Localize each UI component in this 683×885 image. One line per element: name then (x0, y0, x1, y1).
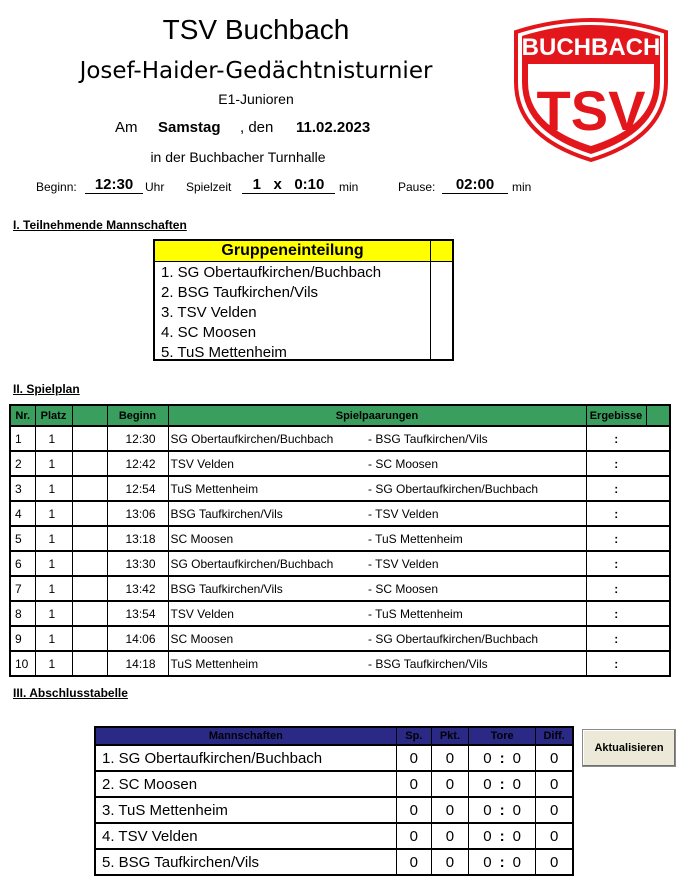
goals-for: 0 (469, 823, 494, 849)
standings-team: 4. TSV Velden (95, 823, 396, 849)
header-results: Ergebisse (586, 405, 646, 426)
logo-letters: TSV (536, 79, 646, 142)
group-team: 2. BSG Taufkirchen/Vils (161, 284, 319, 301)
header-team: Mannschaften (95, 727, 396, 745)
home-team: TuS Mettenheim (168, 651, 362, 676)
schedule-row (10, 526, 670, 551)
schedule-row (10, 476, 670, 501)
away-team: - TuS Mettenheim (362, 601, 586, 626)
standings-row (95, 849, 573, 875)
goals-separator: : (494, 823, 511, 849)
home-team: SC Moosen (168, 626, 362, 651)
empty-cell (646, 601, 670, 626)
match-time: 13:30 (107, 551, 168, 576)
schedule-row (10, 626, 670, 651)
match-number: 4 (10, 501, 35, 526)
match-number: 5 (10, 526, 35, 551)
field-number: 1 (35, 526, 72, 551)
match-time: 13:42 (107, 576, 168, 601)
schedule-row (10, 601, 670, 626)
games-played: 0 (396, 797, 431, 823)
match-time: 14:18 (107, 651, 168, 676)
playtime-count: 1 (252, 176, 261, 193)
tournament-name: Josef-Haider-Gedächtnisturnier (79, 58, 433, 84)
home-team: TuS Mettenheim (168, 476, 362, 501)
field-number: 1 (35, 476, 72, 501)
standings-table (94, 726, 574, 876)
empty-cell (72, 601, 107, 626)
start-unit: Uhr (145, 180, 165, 194)
games-played: 0 (396, 771, 431, 797)
away-team: - TSV Velden (362, 501, 586, 526)
goals-against: 0 (511, 849, 536, 875)
games-played: 0 (396, 849, 431, 875)
match-score: : (586, 476, 646, 501)
away-team: - SC Moosen (362, 576, 586, 601)
goals-separator: : (494, 849, 511, 875)
goals-separator: : (494, 797, 511, 823)
goals-for: 0 (469, 849, 494, 875)
schedule-row (10, 451, 670, 476)
match-time: 13:18 (107, 526, 168, 551)
match-number: 1 (10, 426, 35, 451)
date-separator: , den (240, 119, 274, 136)
match-score: : (586, 576, 646, 601)
goals-against: 0 (511, 797, 536, 823)
points: 0 (431, 745, 468, 771)
points: 0 (431, 823, 468, 849)
empty-cell (646, 651, 670, 676)
standings-team: 1. SG Obertaufkirchen/Buchbach (95, 745, 396, 771)
group-team: 4. SC Moosen (161, 324, 257, 341)
goal-difference: 0 (536, 745, 573, 771)
home-team: SG Obertaufkirchen/Buchbach (168, 426, 362, 451)
points: 0 (431, 849, 468, 875)
venue: in der Buchbacher Turnhalle (150, 149, 326, 165)
group-team: 3. TSV Velden (161, 304, 257, 321)
match-number: 7 (10, 576, 35, 601)
match-time: 12:42 (107, 451, 168, 476)
pause-unit: min (512, 180, 532, 194)
empty-cell (72, 426, 107, 451)
schedule-row (10, 551, 670, 576)
goals-for: 0 (469, 797, 494, 823)
empty-cell (72, 576, 107, 601)
group-heading: Gruppeneinteilung (155, 241, 431, 262)
tsv-buchbach-logo (508, 12, 674, 164)
field-number: 1 (35, 626, 72, 651)
schedule-row (10, 576, 670, 601)
match-score: : (586, 601, 646, 626)
standings-row (95, 823, 573, 849)
schedule-row (10, 501, 670, 526)
section-standings: III. Abschlusstabelle (13, 686, 128, 700)
header-nr: Nr. (10, 405, 35, 426)
goals-against: 0 (511, 771, 536, 797)
away-team: - SG Obertaufkirchen/Buchbach (362, 626, 586, 651)
header-platz: Platz (35, 405, 72, 426)
standings-row (95, 745, 573, 771)
match-number: 2 (10, 451, 35, 476)
goals-against: 0 (511, 745, 536, 771)
match-number: 9 (10, 626, 35, 651)
field-number: 1 (35, 576, 72, 601)
tournament-date: 11.02.2023 (296, 119, 371, 136)
empty-cell (646, 426, 670, 451)
match-time: 12:30 (107, 426, 168, 451)
goals-separator: : (494, 745, 511, 771)
page-title: TSV Buchbach (162, 14, 350, 45)
goals-against: 0 (511, 823, 536, 849)
group-table (153, 239, 454, 361)
empty-cell (72, 651, 107, 676)
section-teams: I. Teilnehmende Mannschaften (13, 218, 187, 232)
home-team: BSG Taufkirchen/Vils (168, 501, 362, 526)
away-team: - TuS Mettenheim (362, 526, 586, 551)
games-played: 0 (396, 823, 431, 849)
logo-top-text: BUCHBACH (521, 34, 661, 61)
match-time: 14:06 (107, 626, 168, 651)
match-score: : (586, 426, 646, 451)
goal-difference: 0 (536, 797, 573, 823)
field-number: 1 (35, 551, 72, 576)
away-team: - BSG Taufkirchen/Vils (362, 426, 586, 451)
goal-difference: 0 (536, 849, 573, 875)
match-number: 10 (10, 651, 35, 676)
schedule-table (9, 404, 671, 677)
goal-difference: 0 (536, 823, 573, 849)
header-diff: Diff. (536, 727, 573, 745)
standings-row (95, 797, 573, 823)
away-team: - TSV Velden (362, 551, 586, 576)
empty-cell (646, 501, 670, 526)
match-number: 8 (10, 601, 35, 626)
empty-cell (646, 626, 670, 651)
standings-row (95, 771, 573, 797)
start-label: Beginn: (36, 180, 77, 194)
pause-label: Pause: (398, 180, 436, 194)
empty-cell (72, 526, 107, 551)
home-team: BSG Taufkirchen/Vils (168, 576, 362, 601)
away-team: - SG Obertaufkirchen/Buchbach (362, 476, 586, 501)
field-number: 1 (35, 601, 72, 626)
field-number: 1 (35, 501, 72, 526)
field-number: 1 (35, 451, 72, 476)
away-team: - SC Moosen (362, 451, 586, 476)
points: 0 (431, 797, 468, 823)
standings-team: 3. TuS Mettenheim (95, 797, 396, 823)
pause-time: 02:00 (442, 176, 508, 194)
date-prefix: Am (115, 119, 138, 136)
match-score: : (586, 451, 646, 476)
age-category: E1-Junioren (218, 91, 294, 107)
empty-cell (646, 576, 670, 601)
header-pairing: Spielpaarungen (168, 405, 586, 426)
goals-for: 0 (469, 771, 494, 797)
match-number: 3 (10, 476, 35, 501)
empty-cell (646, 551, 670, 576)
playtime-value: 0:10 (294, 176, 325, 193)
home-team: TSV Velden (168, 451, 362, 476)
match-time: 13:06 (107, 501, 168, 526)
match-score: : (586, 501, 646, 526)
header-sp: Sp. (396, 727, 431, 745)
update-button[interactable]: Aktualisieren (582, 729, 676, 767)
playtime-label: Spielzeit (186, 180, 232, 194)
empty-cell (72, 626, 107, 651)
home-team: TSV Velden (168, 601, 362, 626)
header-tore: Tore (469, 727, 536, 745)
home-team: SG Obertaufkirchen/Buchbach (168, 551, 362, 576)
goal-difference: 0 (536, 771, 573, 797)
empty-cell (646, 476, 670, 501)
goals-separator: : (494, 771, 511, 797)
start-time: 12:30 (85, 176, 143, 194)
match-score: : (586, 651, 646, 676)
empty-cell (72, 476, 107, 501)
field-number: 1 (35, 651, 72, 676)
empty-cell (72, 501, 107, 526)
playtime-x: x (273, 176, 282, 193)
match-score: : (586, 526, 646, 551)
section-schedule: II. Spielplan (13, 382, 80, 396)
goals-for: 0 (469, 745, 494, 771)
group-team: 1. SG Obertaufkirchen/Buchbach (161, 264, 382, 281)
match-number: 6 (10, 551, 35, 576)
schedule-row (10, 426, 670, 451)
empty-cell (646, 526, 670, 551)
empty-cell (646, 451, 670, 476)
header-pkt: Pkt. (431, 727, 468, 745)
match-score: : (586, 551, 646, 576)
points: 0 (431, 771, 468, 797)
group-team: 5. TuS Mettenheim (161, 344, 287, 361)
standings-team: 5. BSG Taufkirchen/Vils (95, 849, 396, 875)
playtime-unit: min (339, 180, 359, 194)
empty-cell (72, 451, 107, 476)
empty-cell (72, 551, 107, 576)
match-score: : (586, 626, 646, 651)
match-time: 13:54 (107, 601, 168, 626)
standings-team: 2. SC Moosen (95, 771, 396, 797)
match-time: 12:54 (107, 476, 168, 501)
field-number: 1 (35, 426, 72, 451)
home-team: SC Moosen (168, 526, 362, 551)
schedule-row (10, 651, 670, 676)
header-beginn: Beginn (107, 405, 168, 426)
away-team: - BSG Taufkirchen/Vils (362, 651, 586, 676)
weekday: Samstag (158, 119, 221, 136)
games-played: 0 (396, 745, 431, 771)
